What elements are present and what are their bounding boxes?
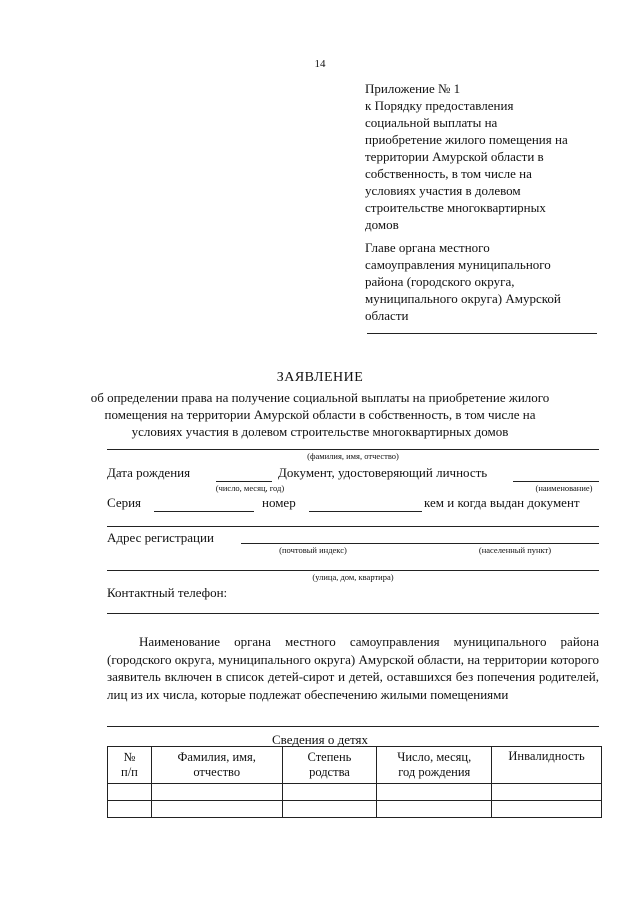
appendix-line: к Порядку предоставления	[365, 98, 514, 113]
address-field-line[interactable]	[241, 543, 599, 544]
appendix-line: Приложение № 1	[365, 81, 461, 96]
authority-field-line[interactable]	[107, 726, 599, 727]
phone-field-line[interactable]	[107, 613, 599, 614]
address-label: Адрес регистрации	[107, 530, 214, 545]
addressee-line: Главе органа местного	[365, 240, 490, 255]
street-field-line[interactable]	[107, 570, 599, 571]
table-cell[interactable]	[108, 801, 152, 818]
id-document-field-line[interactable]	[513, 481, 599, 482]
table-cell[interactable]	[492, 784, 602, 801]
appendix-line: приобретение жилого помещения на	[365, 132, 568, 147]
birth-date-label: Дата рождения	[107, 465, 191, 480]
authority-paragraph	[107, 633, 599, 703]
table-cell[interactable]	[377, 801, 492, 818]
addressee-line: области	[365, 308, 409, 323]
number-field-line[interactable]	[309, 511, 422, 512]
table-cell[interactable]	[151, 784, 282, 801]
appendix-line: собственность, в том числе на	[365, 166, 532, 181]
document-title: ЗАЯВЛЕНИЕ	[276, 370, 364, 385]
authority-paragraph-text: Наименование органа местного самоуправления муниципального района (городского округа, муниципального округа) Амурской области, на территории которого заявитель включен в список детей-сирот и детей, оставшихся без попечения родителей, лиц из их числа, которые подлежат обеспечению жилыми помещениями	[107, 634, 599, 702]
issued-by-field-line[interactable]	[107, 526, 599, 527]
appendix-block	[365, 80, 605, 233]
document-subtitle: об определении права на получение социальной выплаты на приобретение жилого помещения на территории Амурской области в собственность, в том числе на условиях участия в долевом строительстве многоквартирных домов	[90, 390, 550, 439]
children-table-header	[108, 747, 602, 784]
id-document-caption: (наименование)	[535, 483, 593, 493]
addressee-line: самоуправления муниципального	[365, 257, 551, 272]
birth-date-field-line[interactable]	[216, 481, 272, 482]
column-header-relation: Степень родства	[282, 747, 377, 784]
addressee-line: района (городского округа,	[365, 274, 515, 289]
appendix-line: домов	[365, 217, 399, 232]
table-cell[interactable]	[282, 784, 377, 801]
series-label: Серия	[107, 495, 142, 510]
birth-date-caption: (число, месяц, год)	[215, 483, 285, 493]
table-cell[interactable]	[282, 801, 377, 818]
fio-caption: (фамилия, имя, отчество)	[307, 451, 399, 461]
issued-by-label: кем и когда выдан документ	[424, 495, 580, 510]
column-header-number: № п/п	[108, 747, 152, 784]
table-cell[interactable]	[377, 784, 492, 801]
page-number: 14	[314, 58, 326, 70]
table-cell[interactable]	[492, 801, 602, 818]
column-header-name: Фамилия, имя, отчество	[151, 747, 282, 784]
series-field-line[interactable]	[154, 511, 254, 512]
table-row	[108, 784, 602, 801]
postal-index-caption: (почтовый индекс)	[279, 545, 347, 555]
children-table	[107, 746, 602, 818]
addressee-block	[365, 239, 605, 324]
column-header-birthdate: Число, месяц, год рождения	[377, 747, 492, 784]
table-cell[interactable]	[151, 801, 282, 818]
fio-field-line[interactable]	[107, 449, 599, 450]
phone-label: Контактный телефон:	[107, 585, 228, 600]
table-cell[interactable]	[108, 784, 152, 801]
appendix-line: строительстве многоквартирных	[365, 200, 546, 215]
children-section-title: Сведения о детях	[272, 732, 368, 747]
addressee-signature-line[interactable]	[367, 333, 597, 334]
locality-caption: (населенный пункт)	[478, 545, 552, 555]
appendix-line: территории Амурской области в	[365, 149, 544, 164]
street-caption: (улица, дом, квартира)	[312, 572, 394, 582]
column-header-disability: Инвалидность	[492, 747, 602, 784]
number-label: номер	[262, 495, 296, 510]
appendix-line: социальной выплаты на	[365, 115, 498, 130]
appendix-line: условиях участия в долевом	[365, 183, 521, 198]
table-row	[108, 801, 602, 818]
id-document-label: Документ, удостоверяющий личность	[278, 465, 488, 480]
addressee-line: муниципального округа) Амурской	[365, 291, 561, 306]
